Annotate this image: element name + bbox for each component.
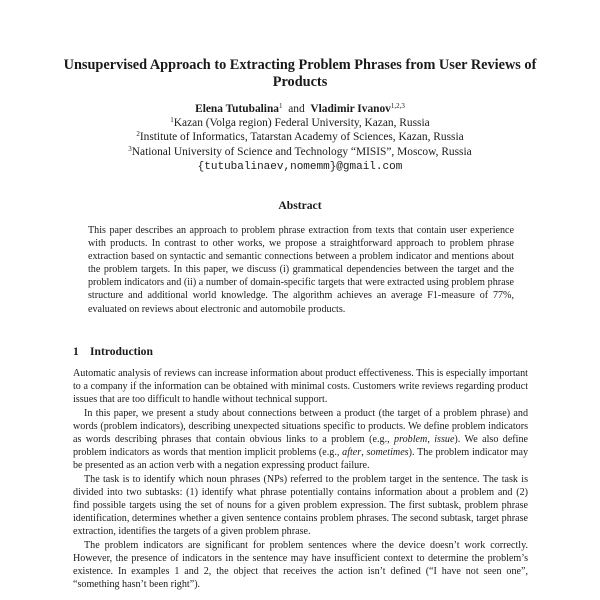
- email-domain: @gmail.com: [336, 160, 403, 173]
- email: [60, 159, 540, 174]
- author-1: Elena Tutubalina: [195, 103, 280, 115]
- affiliation-1: $^1$Kazan (Volga region) Federal University, Kazan, Russia: [170, 116, 430, 130]
- section-body: [73, 367, 528, 591]
- paragraph-3: The task is to identify which noun phrases (NPs) referred to the problem target in the sentence. The task is divided into two subtasks: (1) identify what phrase potentially contains information about a problem and (2) find possible targets using the set of nouns for a given problem expression. The first subtask, problem phrase identification, determines whether a given sentence contains problem phrases. The second subtask, target phrase extraction, identifies the targets of a given problem phrase.: [73, 473, 528, 538]
- section-title: Introduction: [90, 345, 153, 358]
- section-heading: [73, 345, 153, 358]
- affiliation-3: $^3$National University of Science and Technology “MISIS”, Moscow, Russia: [128, 144, 472, 158]
- author-conjunction: and: [288, 103, 305, 115]
- section-number: 1: [73, 345, 79, 358]
- paragraph-2: In this paper, we present a study about connections between a product (the target of a problem phrase) and words (problem indicators), describing unexpected situations specific to products. We define problem indicators as words describing phrases that contain obvious links to a problem (e.g., problem, issue). We also define problem indicators as words that mention implicit problems (e.g., after, sometimes). The problem indicator may be presented as an action verb with a negation expressing product failure.: [73, 407, 529, 472]
- author-2-sup: 1,2,3: [390, 102, 405, 110]
- abstract-heading: Abstract: [278, 199, 322, 212]
- email-user: {tutubalinaev,nomemm}: [197, 160, 337, 173]
- author-names: [60, 102, 540, 116]
- paragraph-1: Automatic analysis of reviews can increase information about product effectiveness. This is especially important to a company if the information can be obtained with minimal costs. Customers write reviews regarding product issues that are too difficult to handle without technical support.: [73, 368, 528, 406]
- author-2: Vladimir Ivanov: [310, 103, 391, 115]
- abstract-text: This paper describes an approach to problem phrase extraction from texts that contain user experience with products. In contrast to other works, we propose a straightforward approach to problem phrase extraction based on syntactic and semantic connections between a problem indicator and mentions about the problem targets. In this paper, we discuss (i) grammatical dependencies between the target and the problem indicators and (ii) a number of domain-specific targets that were extracted using problem phrase structure and additional world knowledge. The algorithm achieves an average F1-measure of 77%, evaluated on reviews about electronic and automobile products.: [88, 225, 514, 315]
- paper-title: Unsupervised Approach to Extracting Problem Phrases from User Reviews of Products: [63, 57, 537, 90]
- affiliation-2: $^2$Institute of Informatics, Tatarstan Academy of Sciences, Kazan, Russia: [136, 130, 464, 144]
- author-block: [60, 102, 540, 174]
- author-1-sup: 1: [279, 102, 283, 110]
- paragraph-4: The problem indicators are significant for problem sentences where the device doesn’t work correctly. However, the presence of indicators in the sentence may have insufficient context to determine the problem’s existence. In examples 1 and 2, the object that receives the action isn’t defined (“I have not seen one”, “something hasn’t been right”).: [73, 539, 528, 591]
